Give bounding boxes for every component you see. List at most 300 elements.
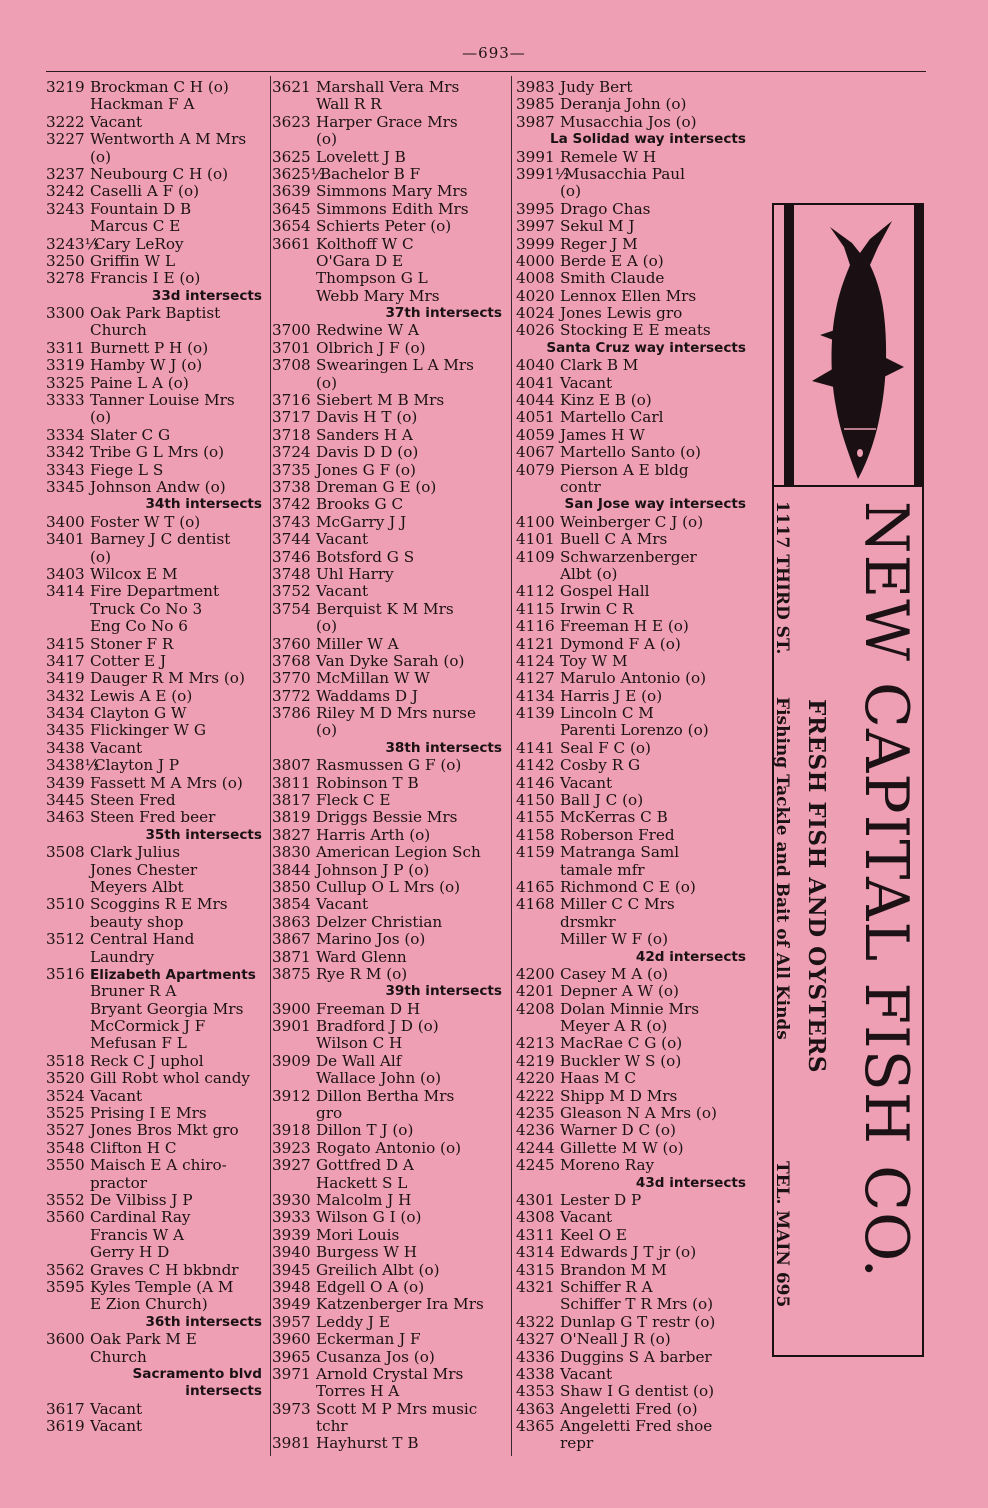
occupant-name: Lincoln C M [560, 705, 654, 723]
occupant-name: McMillan W W [316, 670, 430, 688]
occupant-name: Clayton J P [94, 757, 180, 775]
occupant-name: Duggins S A barber [560, 1348, 712, 1366]
listing-entry [516, 1122, 752, 1139]
house-number: 3619 [46, 1418, 85, 1436]
house-number: 4044 [516, 392, 555, 410]
occupant-name: Stoner F R [90, 635, 174, 653]
listing-entry [46, 131, 268, 148]
listing-continuation: Meyer A R (o) [560, 1018, 668, 1036]
occupant-name: Vacant [560, 1365, 613, 1383]
advertisement [772, 203, 924, 1357]
occupant-name: Marino Jos (o) [316, 931, 426, 949]
listing-entry [46, 1418, 268, 1435]
listing-entry [272, 1122, 508, 1139]
occupant-name: Jones Lewis gro [560, 305, 683, 323]
occupant-name: Slater C G [90, 426, 171, 444]
house-number: 3901 [272, 1018, 311, 1036]
cross-street-heading: Santa Cruz way intersects [546, 339, 746, 356]
occupant-name: Tanner Louise Mrs [90, 392, 235, 410]
house-number: 3278 [46, 270, 85, 288]
house-number: 3417 [46, 652, 85, 670]
occupant-name: Hayhurst T B [316, 1435, 419, 1453]
occupant-name: Miller C C Mrs [560, 896, 675, 914]
house-number: 3419 [46, 670, 85, 688]
listing-entry [46, 392, 268, 409]
listing-entry [272, 653, 508, 670]
occupant-name: Stocking E E meats [560, 322, 711, 340]
listing-continuation: Laundry [90, 948, 155, 966]
listing-entry [272, 896, 508, 913]
listing-entry [272, 757, 508, 774]
occupant-name: Shaw I G dentist (o) [560, 1383, 715, 1401]
listing-continuation: Bruner R A [90, 983, 177, 1001]
occupant-name: Schwarzenberger [560, 548, 697, 566]
ad-divider [774, 485, 922, 487]
listing-entry [516, 1035, 752, 1052]
occupant-name: Buell C A Mrs [560, 531, 668, 549]
listing-entry [272, 1001, 508, 1018]
occupant-name: McKerras C B [560, 809, 668, 827]
listing-entry [272, 1435, 508, 1452]
listing-entry [516, 827, 752, 844]
listing-entry [272, 827, 508, 844]
house-number: 3743 [272, 513, 311, 531]
occupant-name: Steen Fred beer [90, 809, 216, 827]
occupant-name: Cotter E J [90, 652, 167, 670]
cross-street-heading: La Solidad way intersects [549, 131, 746, 148]
listing-entry [516, 1001, 752, 1018]
listing-entry [516, 1244, 752, 1261]
listing-entry [272, 1209, 508, 1226]
house-number: 3752 [272, 583, 311, 601]
occupant-name: Marshall Vera Mrs [316, 79, 460, 96]
listing-entry [46, 357, 268, 374]
occupant-name: Keel O E [560, 1226, 627, 1244]
house-number: 4141 [516, 739, 555, 757]
occupant-name: Cullup O L Mrs (o) [316, 878, 461, 896]
house-number: 4165 [516, 878, 555, 896]
listing-entry [46, 844, 268, 861]
listing-entry [516, 1366, 752, 1383]
listing-continuation: Bryant Georgia Mrs [90, 1000, 244, 1018]
directory-column-1 [46, 79, 268, 1435]
occupant-name: Clark B M [560, 357, 639, 375]
listing-entry [46, 444, 268, 461]
listing-entry [516, 236, 752, 253]
listing-entry [516, 1192, 752, 1209]
house-number: 3738 [272, 478, 311, 496]
listing-entry [46, 636, 268, 653]
occupant-name: Graves C H bkbndr [90, 1261, 239, 1279]
cross-street-heading: 36th intersects [145, 1313, 262, 1330]
listing-entry [516, 618, 752, 635]
occupant-name: Drago Chas [560, 200, 651, 218]
occupant-name: Waddams D J [316, 687, 418, 705]
house-number: 3243½ [46, 235, 100, 253]
occupant-name: Vacant [316, 531, 369, 549]
occupant-name: Dillon Bertha Mrs [316, 1087, 455, 1105]
listing-continuation: practor [90, 1174, 148, 1192]
house-number: 4322 [516, 1313, 555, 1331]
house-number: 3844 [272, 861, 311, 879]
occupant-name: Oak Park M E [90, 1331, 197, 1349]
listing-entry [46, 427, 268, 444]
listing-entry [516, 740, 752, 757]
occupant-name: Malcolm J H [316, 1192, 412, 1209]
listing-entry [516, 514, 752, 531]
occupant-name: Sekul M J [560, 218, 635, 236]
listing-entry [516, 288, 752, 305]
listing-entry [516, 636, 752, 653]
ad-border-bar [914, 205, 922, 485]
listing-continuation: Hackman F A [90, 96, 195, 114]
listing-entry [516, 1070, 752, 1087]
occupant-name: Gottfred D A [316, 1157, 414, 1175]
directory-column-3 [516, 79, 752, 1453]
house-number: 3965 [272, 1348, 311, 1366]
house-number: 3325 [46, 374, 85, 392]
occupant-name: Jones G F (o) [316, 461, 416, 479]
occupant-name: Johnson J P (o) [316, 861, 430, 879]
listing-entry [516, 149, 752, 166]
occupant-name: Barney J C dentist [90, 531, 231, 549]
occupant-name: Arnold Crystal Mrs [316, 1365, 464, 1383]
listing-continuation: drsmkr [560, 913, 616, 931]
listing-entry [272, 166, 508, 183]
occupant-name: Casey M A (o) [560, 965, 669, 983]
listing-continuation: (o) [90, 548, 111, 566]
house-number: 3401 [46, 531, 85, 549]
house-number: 3438 [46, 739, 85, 757]
listing-entry [46, 183, 268, 200]
listing-entry [516, 844, 752, 861]
listing-entry [272, 966, 508, 983]
house-number: 3625 [272, 148, 311, 166]
listing-entry [516, 96, 752, 113]
listing-entry [516, 1209, 752, 1226]
house-number: 3343 [46, 461, 85, 479]
house-number: 3520 [46, 1070, 85, 1088]
listing-entry [272, 844, 508, 861]
occupant-name: Clark Julius [90, 844, 180, 862]
occupant-name: Scoggins R E Mrs [90, 896, 228, 914]
occupant-name: Angeletti Fred (o) [560, 1400, 698, 1418]
house-number: 4219 [516, 1052, 555, 1070]
occupant-name: Fiege L S [90, 461, 164, 479]
house-number: 3875 [272, 965, 311, 983]
occupant-name: Elizabeth Apartments [90, 966, 256, 983]
occupant-name: Riley M D Mrs nurse [316, 705, 476, 723]
listing-entry [46, 740, 268, 757]
cross-street-heading: 35th intersects [145, 826, 262, 843]
occupant-name: Deranja John (o) [560, 96, 687, 114]
house-number: 3770 [272, 670, 311, 688]
house-number: 4213 [516, 1035, 555, 1053]
occupant-name: Wilson G I (o) [316, 1209, 422, 1227]
occupant-name: Mori Louis [316, 1226, 400, 1244]
occupant-name: Freeman D H [316, 1000, 421, 1018]
cross-street-heading: 38th intersects [385, 739, 502, 756]
house-number: 4100 [516, 513, 555, 531]
listing-entry [516, 1401, 752, 1418]
listing-continuation: tamale mfr [560, 861, 645, 879]
occupant-name: Bradford J D (o) [316, 1018, 439, 1036]
listing-entry [516, 531, 752, 548]
occupant-name: Cusanza Jos (o) [316, 1348, 435, 1366]
house-number: 3927 [272, 1157, 311, 1175]
listing-entry [46, 1053, 268, 1070]
house-number: 3760 [272, 635, 311, 653]
house-number: 3654 [272, 218, 311, 236]
occupant-name: Rogato Antonio (o) [316, 1139, 462, 1157]
listing-entry [272, 931, 508, 948]
listing-entry [272, 792, 508, 809]
occupant-name: Brooks G C [316, 496, 404, 514]
occupant-name: Moreno Ray [560, 1157, 655, 1175]
listing-entry [272, 688, 508, 705]
house-number: 3222 [46, 113, 85, 131]
occupant-name: Harris J E (o) [560, 687, 663, 705]
listing-entry [516, 1053, 752, 1070]
listing-entry [272, 79, 508, 96]
occupant-name: Lennox Ellen Mrs [560, 287, 697, 305]
listing-entry [272, 601, 508, 618]
occupant-name: Lovelett J B [316, 148, 406, 166]
occupant-name: Ward Glenn [316, 948, 407, 966]
listing-entry [46, 236, 268, 253]
house-number: 3960 [272, 1331, 311, 1349]
house-number: 4158 [516, 826, 555, 844]
house-number: 3250 [46, 252, 85, 270]
house-number: 3237 [46, 165, 85, 183]
listing-entry [272, 149, 508, 166]
occupant-name: O'Neall J R (o) [560, 1331, 671, 1349]
listing-continuation: Thompson G L [316, 270, 428, 288]
occupant-name: Wentworth A M Mrs [90, 131, 247, 149]
house-number: 3708 [272, 357, 311, 375]
listing-continuation: gro [316, 1105, 343, 1123]
listing-continuation: (o) [316, 618, 337, 636]
listing-entry [272, 479, 508, 496]
occupant-name: Richmond C E (o) [560, 878, 696, 896]
house-number: 4155 [516, 809, 555, 827]
listing-continuation: Parenti Lorenzo (o) [560, 722, 709, 740]
listing-entry [516, 1383, 752, 1400]
house-number: 4112 [516, 583, 555, 601]
listing-entry [46, 966, 268, 983]
listing-entry [272, 705, 508, 722]
occupant-name: Buckler W S (o) [560, 1052, 682, 1070]
occupant-name: Simmons Edith Mrs [316, 200, 469, 218]
listing-entry [272, 549, 508, 566]
house-number: 3717 [272, 409, 311, 427]
occupant-name: Maisch E A chiro- [90, 1157, 227, 1175]
listing-entry [46, 757, 268, 774]
listing-entry [46, 1122, 268, 1139]
listing-entry [272, 201, 508, 218]
listing-entry [46, 792, 268, 809]
listing-entry [46, 479, 268, 496]
listing-continuation: contr [560, 478, 601, 496]
occupant-name: Francis I E (o) [90, 270, 201, 288]
occupant-name: Cary LeRoy [94, 235, 184, 253]
listing-continuation: Wall R R [316, 96, 382, 114]
listing-entry [46, 514, 268, 531]
listing-entry [272, 1279, 508, 1296]
listing-entry [516, 879, 752, 896]
occupant-name: Reck C J uphol [90, 1052, 204, 1070]
occupant-name: Berquist K M Mrs [316, 600, 454, 618]
listing-entry [516, 705, 752, 722]
house-number: 3701 [272, 339, 311, 357]
occupant-name: Davis H T (o) [316, 409, 418, 427]
listing-continuation: (o) [316, 722, 337, 740]
listing-entry [272, 1262, 508, 1279]
listing-entry [516, 322, 752, 339]
house-number: 3786 [272, 705, 311, 723]
occupant-name: Kolthoff W C [316, 235, 414, 253]
house-number: 4222 [516, 1087, 555, 1105]
ad-company-name: NEW CAPITAL FISH CO. [851, 501, 921, 1279]
occupant-name: Cardinal Ray [90, 1209, 191, 1227]
occupant-name: Vacant [90, 1400, 143, 1418]
listing-continuation: Webb Mary Mrs [316, 287, 440, 305]
house-number: 4338 [516, 1365, 555, 1383]
occupant-name: American Legion Sch [316, 844, 481, 862]
listing-entry [46, 201, 268, 218]
listing-entry [46, 1262, 268, 1279]
listing-continuation: Miller W F (o) [560, 931, 668, 949]
occupant-name: Dunlap G T restr (o) [560, 1313, 716, 1331]
listing-entry [46, 79, 268, 96]
house-number: 3548 [46, 1139, 85, 1157]
listing-entry [272, 879, 508, 896]
occupant-name: Gleason N A Mrs (o) [560, 1105, 717, 1123]
cross-street-heading: San Jose way intersects [564, 496, 746, 513]
listing-entry [272, 514, 508, 531]
listing-continuation: tchr [316, 1418, 348, 1436]
house-number: 3991 [516, 148, 555, 166]
occupant-name: Burgess W H [316, 1244, 418, 1262]
listing-continuation: Marcus C E [90, 218, 181, 236]
house-number: 3945 [272, 1261, 311, 1279]
occupant-name: Wilcox E M [90, 565, 178, 583]
listing-continuation: Wilson C H [316, 1035, 403, 1053]
occupant-name: Foster W T (o) [90, 513, 201, 531]
listing-entry [516, 409, 752, 426]
house-number: 3949 [272, 1296, 311, 1314]
listing-entry [46, 340, 268, 357]
occupant-name: Swearingen L A Mrs [316, 357, 474, 375]
occupant-name: Gillette M W (o) [560, 1139, 684, 1157]
listing-continuation: Church [90, 322, 147, 340]
listing-entry [46, 166, 268, 183]
house-number: 3527 [46, 1122, 85, 1140]
occupant-name: Vacant [560, 1209, 613, 1227]
house-number: 4244 [516, 1139, 555, 1157]
occupant-name: Fire Department [90, 583, 220, 601]
listing-continuation: Hackett S L [316, 1174, 408, 1192]
listing-entry [272, 218, 508, 235]
house-number: 3623 [272, 113, 311, 131]
occupant-name: Rasmussen G F (o) [316, 757, 462, 775]
listing-entry [516, 1418, 752, 1435]
listing-entry [46, 1157, 268, 1174]
cross-street-heading: 42d intersects [635, 948, 746, 965]
occupant-name: Vacant [316, 583, 369, 601]
house-number: 3940 [272, 1244, 311, 1262]
occupant-name: Brandon M M [560, 1261, 667, 1279]
house-number: 3746 [272, 548, 311, 566]
listing-continuation: Jones Chester [90, 861, 198, 879]
listing-continuation: Schiffer T R Mrs (o) [560, 1296, 714, 1314]
house-number: 3625½ [272, 165, 326, 183]
occupant-name: Fountain D B [90, 200, 192, 218]
house-number: 4020 [516, 287, 555, 305]
house-number: 3621 [272, 79, 311, 96]
listing-entry [272, 1296, 508, 1313]
listing-entry [516, 583, 752, 600]
listing-entry [272, 236, 508, 253]
listing-entry [516, 375, 752, 392]
house-number: 3510 [46, 896, 85, 914]
occupant-name: Freeman H E (o) [560, 618, 689, 636]
listing-entry [46, 1279, 268, 1296]
occupant-name: Marulo Antonio (o) [560, 670, 707, 688]
house-number: 3933 [272, 1209, 311, 1227]
house-number: 3939 [272, 1226, 311, 1244]
listing-entry [272, 670, 508, 687]
house-number: 3552 [46, 1192, 85, 1209]
occupant-name: Vacant [90, 739, 143, 757]
listing-entry [516, 166, 752, 183]
house-number: 3957 [272, 1313, 311, 1331]
occupant-name: Johnson Andw (o) [90, 478, 226, 496]
listing-continuation: Church [90, 1348, 147, 1366]
house-number: 3333 [46, 392, 85, 410]
occupant-name: Musacchia Jos (o) [560, 113, 697, 131]
occupant-name: Cosby R G [560, 757, 641, 775]
house-number: 4109 [516, 548, 555, 566]
directory-column-2 [272, 79, 508, 1453]
house-number: 4139 [516, 705, 555, 723]
listing-entry [516, 201, 752, 218]
occupant-name: Flickinger W G [90, 722, 206, 740]
listing-entry [46, 705, 268, 722]
cross-street-heading: intersects [185, 1383, 262, 1400]
listing-entry [272, 775, 508, 792]
house-number: 4079 [516, 461, 555, 479]
house-number: 4067 [516, 444, 555, 462]
listing-entry [516, 1331, 752, 1348]
fish-icon [800, 217, 912, 483]
house-number: 4308 [516, 1209, 555, 1227]
house-number: 3639 [272, 183, 311, 201]
listing-entry [46, 931, 268, 948]
occupant-name: Sanders H A [316, 426, 413, 444]
listing-entry [516, 253, 752, 270]
occupant-name: Vacant [560, 774, 613, 792]
occupant-name: Oak Park Baptist [90, 305, 221, 323]
house-number: 4008 [516, 270, 555, 288]
listing-entry [46, 1192, 268, 1209]
listing-entry [272, 444, 508, 461]
occupant-name: Schierts Peter (o) [316, 218, 452, 236]
house-number: 3900 [272, 1000, 311, 1018]
house-number: 3983 [516, 79, 555, 96]
occupant-name: Steen Fred [90, 792, 176, 810]
house-number: 3600 [46, 1331, 85, 1349]
